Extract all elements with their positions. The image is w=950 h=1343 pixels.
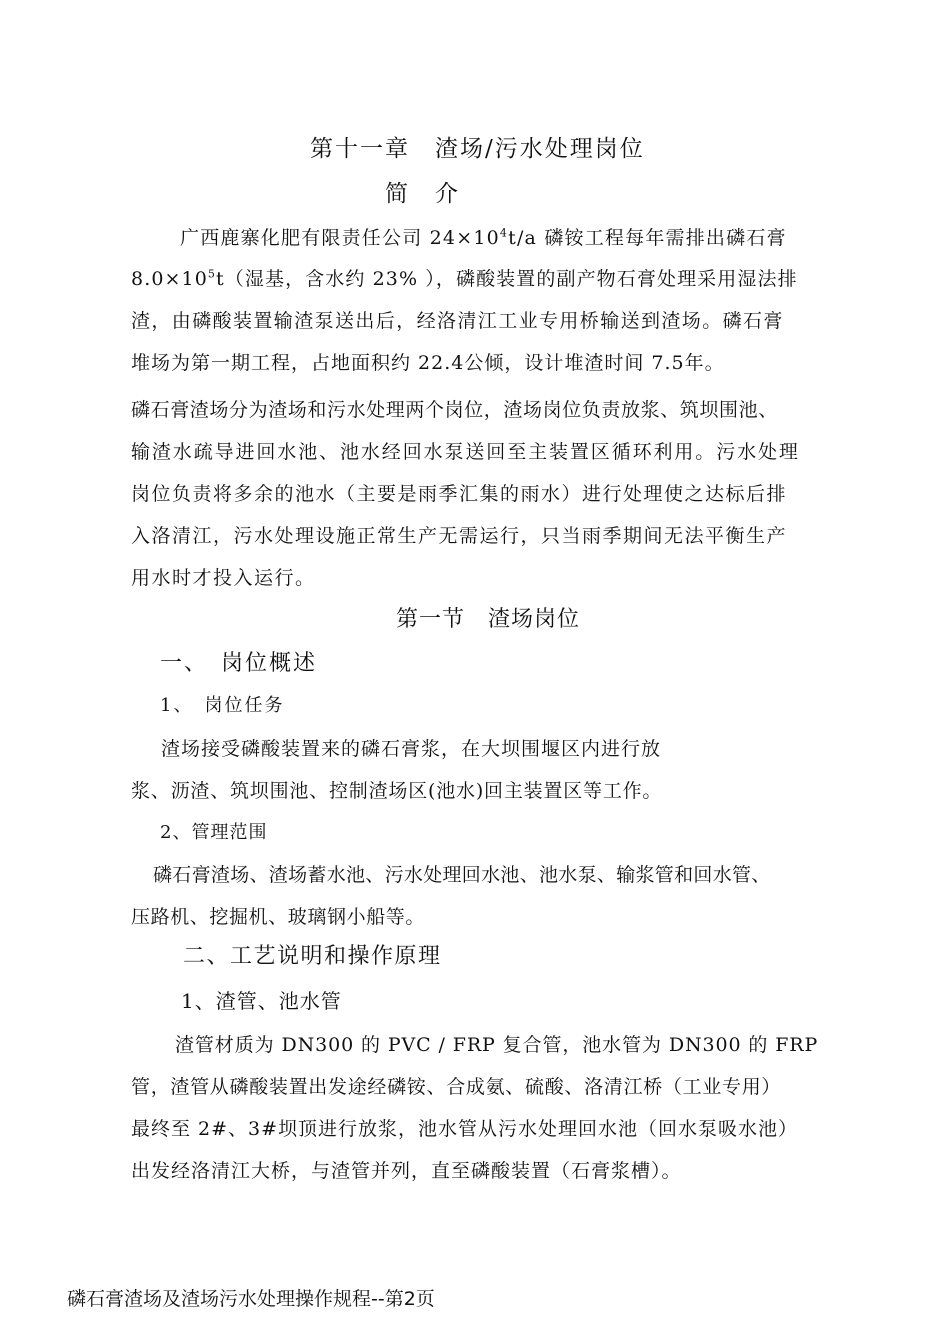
- task-line-1: 渣场接受磷酸装置来的磷石膏浆，在大坝围堰区内进行放: [161, 738, 662, 760]
- overview-heading: 一、 岗位概述: [160, 651, 318, 676]
- process-heading: 二、工艺说明和操作原理: [183, 944, 442, 969]
- intro-line-2-b: t（湿基，含水约 23% ），磷酸装置的副产物石膏处理采用湿法排: [216, 268, 798, 290]
- pipe-line-2: 管，渣管从磷酸装置出发途经磷铵、合成氨、硫酸、洛清江桥（工业专用）: [131, 1076, 782, 1098]
- section-1-title: 第一节 渣场岗位: [396, 607, 581, 632]
- scope-line-1: 磷石膏渣场、渣场蓄水池、污水处理回水池、池水泵、输浆管和回水管、: [153, 864, 771, 886]
- pipe-line-1: 渣管材质为 DN300 的 PVC / FRP 复合管，池水管为 DN300 的 FRP: [175, 1034, 819, 1056]
- task-line-2: 浆、沥渣、筑坝围池、控制渣场区(池水)回主装置区等工作。: [131, 780, 663, 802]
- intro-line-1: [180, 223, 787, 250]
- intro-line-1-a: 广西鹿寨化肥有限责任公司 24×10: [180, 227, 500, 249]
- intro-line-2-a: 8.0×10: [131, 268, 208, 290]
- intro-line-2: [131, 264, 798, 291]
- division-line-5: 用水时才投入运行。: [131, 567, 316, 589]
- division-line-2: 输渣水疏导进回水池、池水经回水泵送回至主装置区循环利用。污水处理: [131, 441, 800, 463]
- division-line-3: 岗位负责将多余的池水（主要是雨季汇集的雨水）进行处理使之达标后排: [131, 483, 788, 505]
- pipe-line-4: 出发经洛清江大桥，与渣管并列，直至磷酸装置（石膏浆槽）。: [131, 1160, 682, 1182]
- intro-line-2-sup: 5: [207, 267, 217, 281]
- task-heading: 1、 岗位任务: [160, 695, 285, 716]
- division-line-1: 磷石膏渣场分为渣场和污水处理两个岗位，渣场岗位负责放浆、筑坝围池、: [131, 399, 778, 421]
- intro-line-3: 渣，由磷酸装置输渣泵送出后，经洛清江工业专用桥输送到渣场。磷石膏: [131, 310, 784, 332]
- intro-line-4: 堆场为第一期工程，占地面积约 22.4公倾，设计堆渣时间 7.5年。: [131, 352, 725, 374]
- division-line-4: 入洛清江，污水处理设施正常生产无需运行，只当雨季期间无法平衡生产: [131, 525, 788, 547]
- page-footer: 磷石膏渣场及渣场污水处理操作规程--第2页: [67, 1288, 435, 1310]
- intro-line-1-b: t/a 磷铵工程每年需排出磷石膏: [508, 227, 787, 249]
- intro-heading: 简 介: [385, 181, 460, 207]
- pipe-heading: 1、渣管、池水管: [181, 989, 342, 1013]
- scope-line-2: 压路机、挖掘机、玻璃钢小船等。: [131, 906, 426, 928]
- intro-line-1-sup: 4: [499, 226, 509, 240]
- chapter-title: 第十一章 渣场/污水处理岗位: [310, 136, 645, 162]
- pipe-line-3: 最终至 2#、3#坝顶进行放浆，池水管从污水处理回水池（回水泵吸水池）: [131, 1118, 799, 1140]
- scope-heading: 2、管理范围: [160, 822, 268, 843]
